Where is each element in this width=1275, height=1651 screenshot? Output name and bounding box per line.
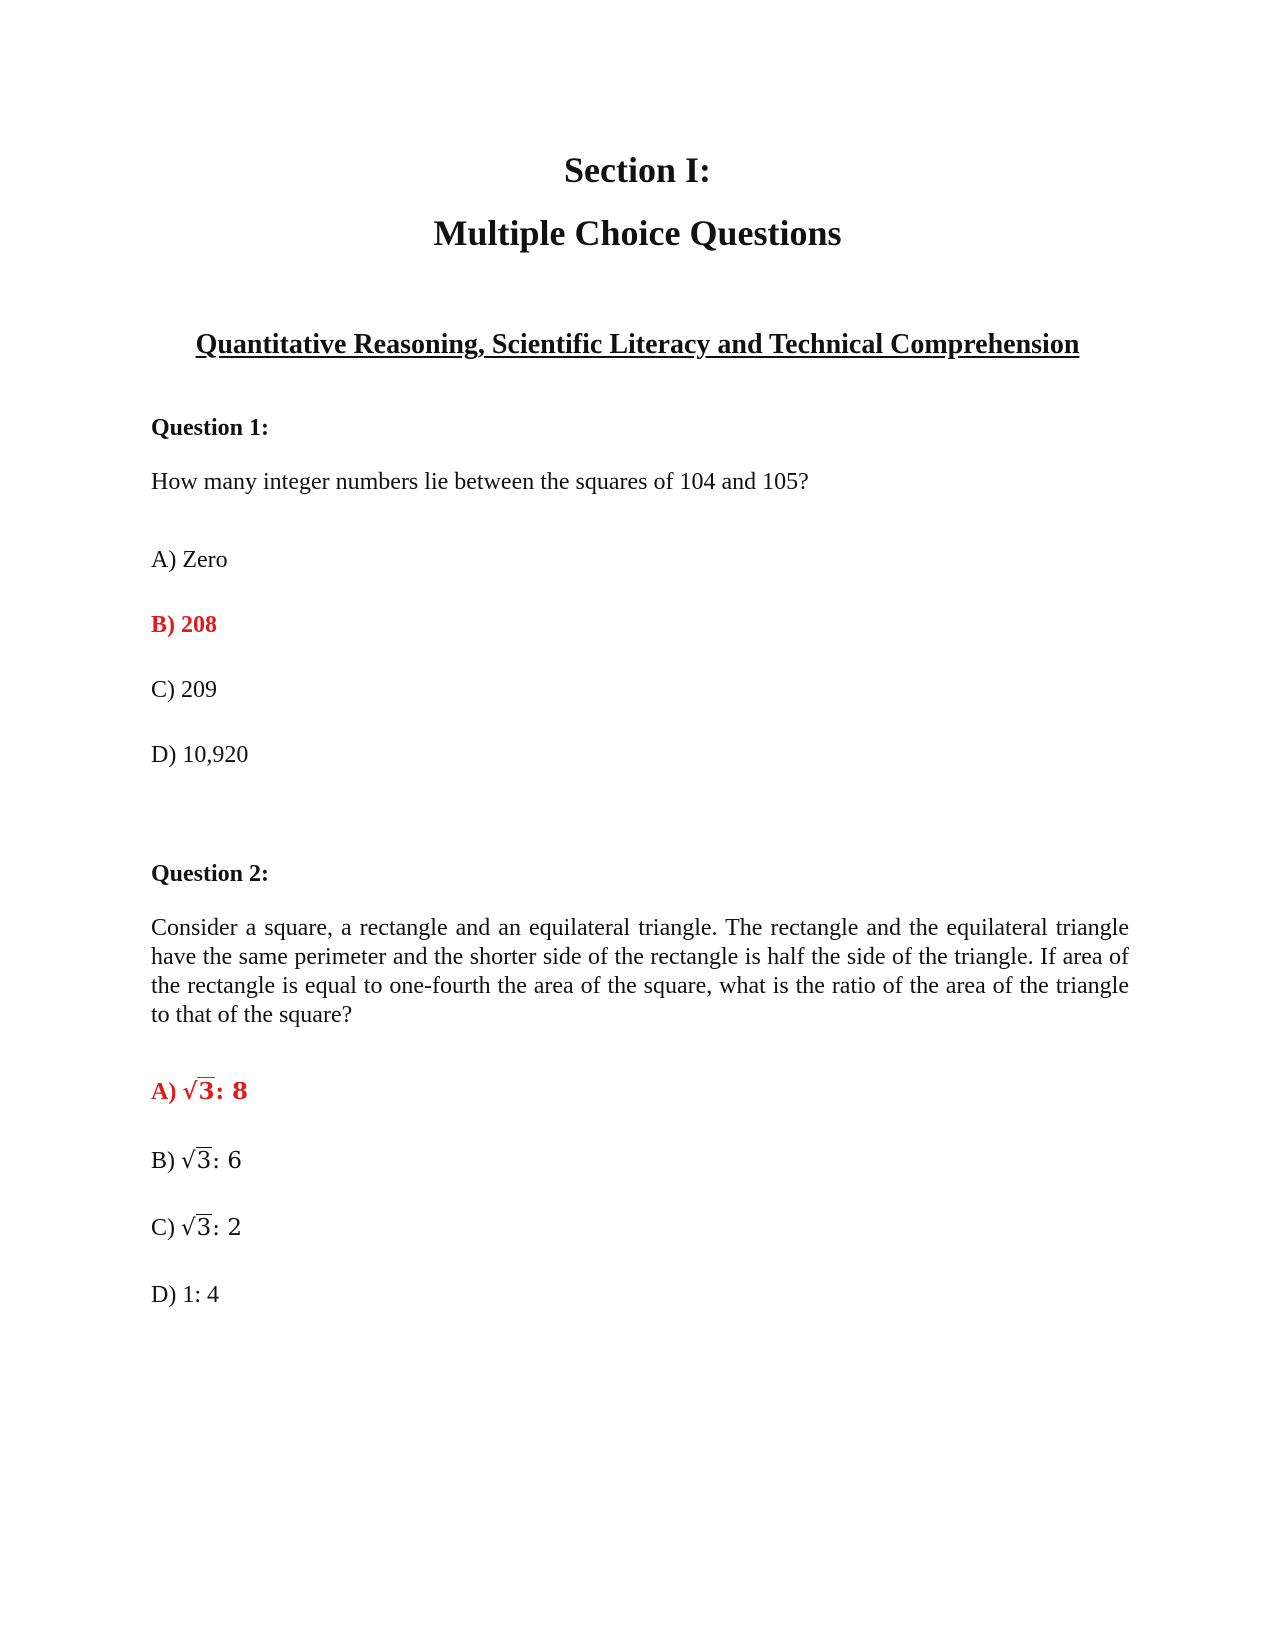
category-heading: Quantitative Reasoning, Scientific Literacy and Technical Comprehension <box>195 329 1080 360</box>
option-text: 209 <box>181 677 217 703</box>
option-letter: B) <box>151 612 175 638</box>
question-1-label: Question 1: <box>151 415 270 441</box>
question-2-text: Consider a square, a rectangle and an equilateral triangle. The rectangle and the equilateral triangle have the same perimeter and the shorter side of the rectangle is half the side of the triangle. If area of the rectangle is equal to one-fourth the area of the square, what is the ratio of the area of the triangle to that of the square? <box>151 915 1129 1028</box>
option-letter: A) <box>151 1079 177 1105</box>
q2-option-d <box>151 1281 219 1309</box>
square-root-icon: √3 <box>181 1215 212 1241</box>
ratio-expression: √3: 6 <box>181 1148 242 1174</box>
section-subtitle: Multiple Choice Questions <box>433 213 842 253</box>
q1-option-a <box>151 546 228 574</box>
ratio-expression: √3: 8 <box>182 1078 248 1105</box>
option-letter: D) <box>151 742 177 768</box>
q1-option-b-correct <box>151 611 217 639</box>
option-text: 10,920 <box>182 742 249 768</box>
question-1-text: How many integer numbers lie between the squares of 104 and 105? <box>151 469 809 495</box>
question-2-label: Question 2: <box>151 861 270 887</box>
ratio-expression: √3: 2 <box>181 1215 242 1241</box>
option-text: 1: 4 <box>182 1282 219 1308</box>
q1-option-d <box>151 741 248 769</box>
section-title: Section I: <box>564 150 711 190</box>
option-text: 208 <box>181 612 217 638</box>
q2-option-c <box>151 1214 242 1242</box>
option-letter: A) <box>151 547 177 573</box>
option-letter: B) <box>151 1148 175 1174</box>
square-root-icon: √3 <box>182 1078 215 1105</box>
option-text: Zero <box>182 547 228 573</box>
q2-option-a-correct <box>151 1078 248 1106</box>
option-letter: C) <box>151 677 175 703</box>
q2-option-b <box>151 1147 242 1175</box>
square-root-icon: √3 <box>181 1148 212 1174</box>
option-letter: C) <box>151 1215 175 1241</box>
q1-option-c <box>151 676 217 704</box>
option-letter: D) <box>151 1282 177 1308</box>
